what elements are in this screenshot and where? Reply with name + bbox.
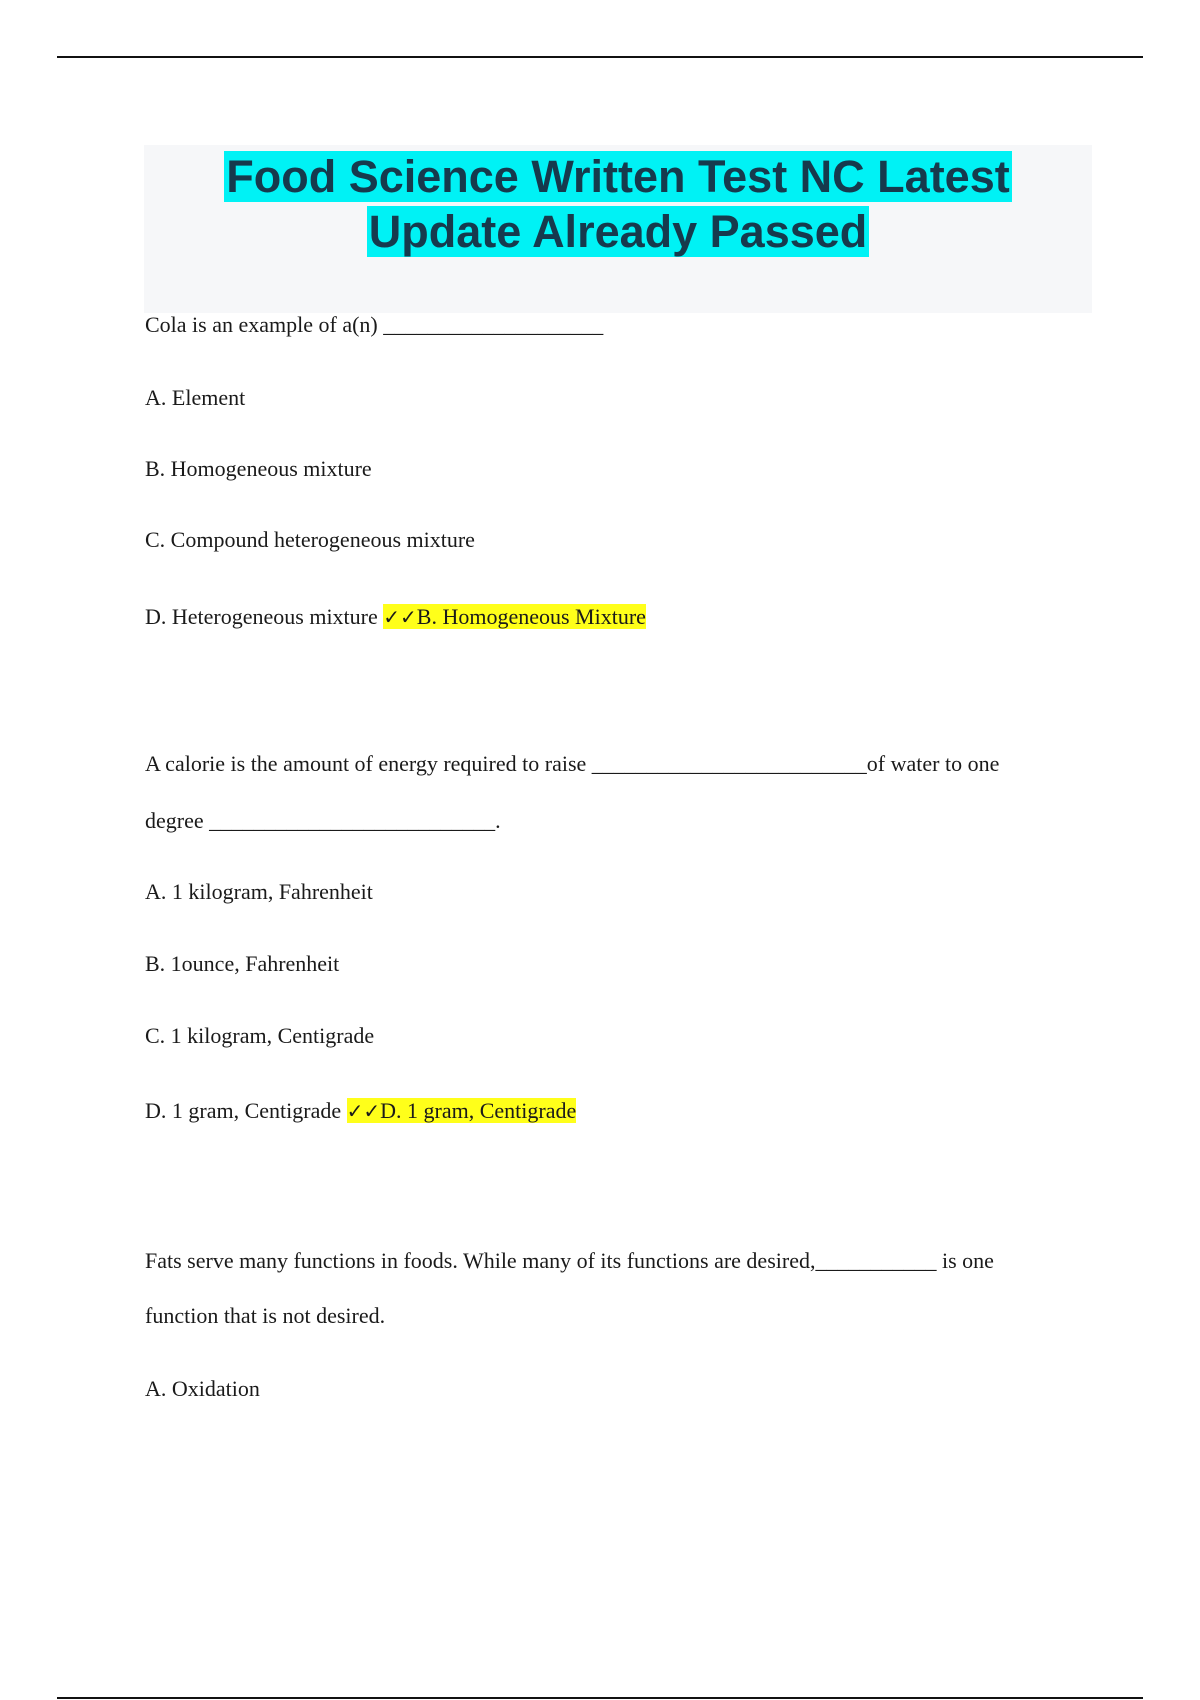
question-1-option-d: D. Heterogeneous mixture	[145, 604, 378, 629]
question-2-option-a: A. 1 kilogram, Fahrenheit	[145, 879, 373, 904]
question-2-answer: D. 1 gram, Centigrade	[380, 1098, 577, 1123]
double-check-icon: ✓✓	[383, 605, 417, 629]
question-1-answer-highlight	[383, 604, 646, 629]
document-title	[144, 145, 1092, 259]
question-1-option-a: A. Element	[145, 385, 246, 410]
top-rule	[57, 56, 1143, 58]
question-1-option-b: B. Homogeneous mixture	[145, 456, 372, 481]
double-check-icon: ✓✓	[346, 1099, 381, 1123]
question-1-text: Cola is an example of a(n) ____________________	[145, 312, 604, 337]
document-title-line-2: Update Already Passed	[368, 206, 868, 257]
question-3-text-line-1: Fats serve many functions in foods. While many of its functions are desired,___________ is one	[145, 1248, 994, 1273]
title-box	[144, 145, 1092, 313]
question-1-option-c: C. Compound heterogeneous mixture	[145, 527, 475, 552]
question-2-option-c: C. 1 kilogram, Centigrade	[145, 1023, 375, 1048]
document-title-line-1: Food Science Written Test NC Latest	[226, 151, 1010, 202]
question-2-option-b: B. 1ounce, Fahrenheit	[145, 951, 340, 976]
question-2-text-line-1: A calorie is the amount of energy required to raise _________________________of water to one	[145, 751, 1000, 776]
question-2-option-d-row	[145, 1097, 576, 1125]
bottom-rule	[57, 1697, 1143, 1699]
question-2-text-line-2: degree __________________________.	[145, 808, 501, 833]
question-3-option-a: A. Oxidation	[145, 1376, 260, 1401]
question-3-text-line-2: function that is not desired.	[145, 1303, 386, 1328]
question-1-option-d-row	[145, 603, 646, 631]
question-2-option-d: D. 1 gram, Centigrade	[145, 1098, 342, 1123]
question-1-answer: B. Homogeneous Mixture	[416, 604, 646, 629]
question-2-answer-highlight	[347, 1098, 577, 1123]
